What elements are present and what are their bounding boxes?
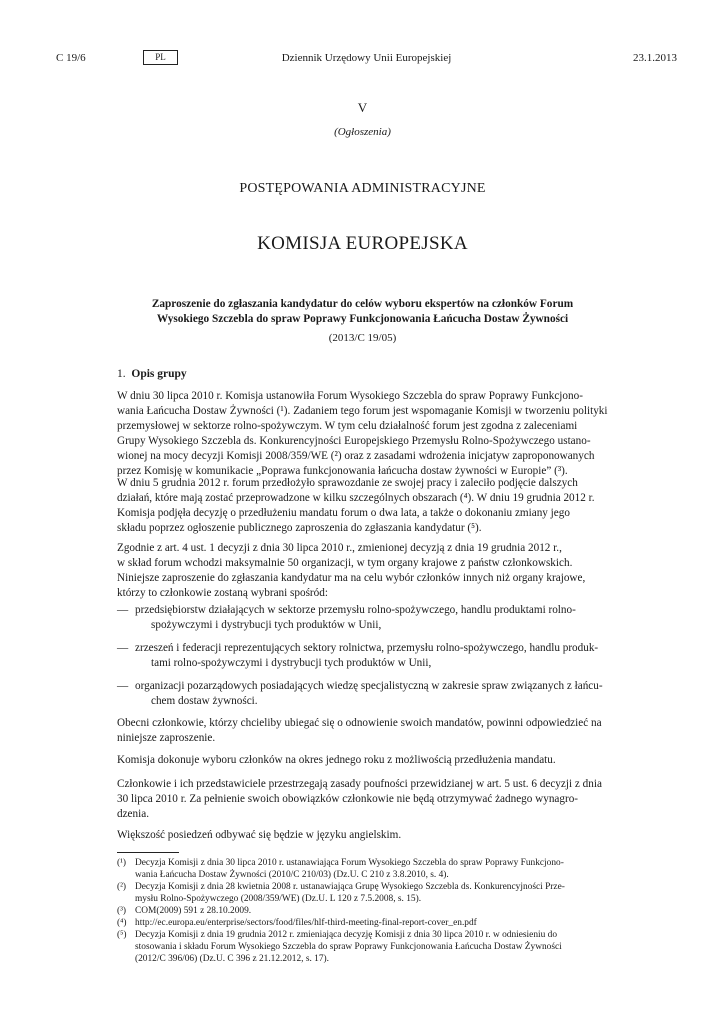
text-line: wania Łańcucha Dostaw Żywności (¹). Zadaniem tego forum jest wspomaganie Komisji w tworzeniu polityki (117, 405, 608, 417)
footnote-link[interactable]: http://ec.europa.eu/enterprise/sectors/food/files/hlf-third-meeting-final-report-cover_en.pdf (135, 918, 477, 928)
text-line: którzy to członkowie zostaną wybrani spośród: (117, 587, 328, 599)
text-line: przemysłowej w sektorze rolno-spożywczym. W tym celu działalność forum jest zgodna z zaleceniami (117, 420, 578, 432)
notice-title-line: Zaproszenie do zgłaszania kandydatur do celów wyboru ekspertów na członków Forum (151, 298, 574, 310)
section-heading (117, 368, 187, 380)
footnote-number: (⁵) (117, 930, 127, 940)
dash-marker: — (117, 604, 129, 616)
text-line: Grupy Wysokiego Szczebla ds. Konkurencyjności Europejskiego Przemysłu Rolno-Spożywczego ustano- (117, 435, 591, 447)
journal-reference: C 19/6 (56, 52, 86, 64)
text-line: chem dostaw żywności. (151, 695, 258, 707)
footnote-line: Decyzja Komisji z dnia 28 kwietnia 2008 r. ustanawiająca Grupę Wysokiego Szczebla ds. Konkurencyjności Prze- (135, 882, 565, 892)
paragraph (117, 541, 617, 601)
footnote-line: COM(2009) 591 z 28.10.2009. (135, 906, 252, 916)
proceedings-heading: POSTĘPOWANIA ADMINISTRACYJNE (239, 181, 486, 196)
footnote-number: (¹) (117, 858, 127, 868)
footnote-number: (³) (117, 906, 127, 916)
institution-heading: KOMISJA EUROPEJSKA (257, 233, 468, 254)
paragraph (117, 828, 617, 843)
text-line: przedsiębiorstw działających w sektorze przemysłu rolno-spożywczego, handlu produktami rolno- (135, 604, 576, 616)
text-line: Komisja podjęła decyzję o przedłużeniu mandatu forum o dwa lata, a także o dokonaniu zmiany jego (117, 507, 570, 519)
paragraph (117, 777, 617, 822)
text-line: niniejsze zaproszenie. (117, 732, 216, 744)
text-line: 30 lipca 2010 r. Za pełnienie swoich obowiązków członkowie nie będą otrzymywać żadnego wynagro- (117, 793, 579, 805)
footnote-number: (²) (117, 882, 127, 892)
paragraph (117, 716, 617, 746)
text-line: przez Komisję w komunikacie „Poprawa funkcjonowania łańcucha dostaw żywności w Europie” (³). (117, 465, 568, 477)
section-subtitle: (Ogłoszenia) (334, 126, 391, 138)
page-header (56, 52, 677, 72)
text-line: dzenia. (117, 808, 149, 820)
notice-title (0, 297, 725, 327)
footnote-number: (⁴) (117, 918, 127, 928)
document-reference: (2013/C 19/05) (328, 332, 397, 344)
footnote-line: wania Łańcucha Dostaw Żywności (2010/C 210/03) (Dz.U. C 210 z 3.8.2010, s. 4). (135, 870, 449, 880)
text-line: wionej na mocy decyzji Komisji 2008/359/WE (²) oraz z zasadami wdrożenia inicjatyw zaproponowanych (117, 450, 595, 462)
footnote-line: Decyzja Komisji z dnia 19 grudnia 2012 r. zmieniająca decyzję Komisji z dnia 30 lipca 2010 r. w odniesieniu do (135, 930, 558, 940)
text-line: spożywczymi i dystrybucji tych produktów w Unii, (151, 619, 382, 631)
paragraph (117, 476, 617, 536)
footnote-line: Decyzja Komisji z dnia 30 lipca 2010 r. ustanawiająca Forum Wysokiego Szczebla do spraw Poprawy Funkcjono- (135, 858, 564, 868)
text-line: tami rolno-spożywczymi i dystrybucji tych produktów w Unii, (151, 657, 432, 669)
section-number: V (357, 100, 368, 115)
footnote-line: (2012/C 396/06) (Dz.U. C 396 z 21.12.2012, s. 17). (135, 954, 329, 964)
section-heading-number: 1. (117, 368, 126, 380)
text-line: zrzeszeń i federacji reprezentujących sektory rolnictwa, przemysłu rolno-spożywczego, handlu produk- (135, 642, 599, 654)
paragraph (117, 389, 617, 479)
text-line: Komisja dokonuje wyboru członków na okres jednego roku z możliwością przedłużenia mandatu. (117, 754, 556, 766)
text-line: Zgodnie z art. 4 ust. 1 decyzji z dnia 30 lipca 2010 r., zmienionej decyzją z dnia 19 grudnia 2012 r., (117, 542, 562, 554)
footnote-line: mysłu Rolno-Spożywczego (2008/359/WE) (Dz.U. L 120 z 7.5.2008, s. 15). (135, 894, 422, 904)
journal-title: Dziennik Urzędowy Unii Europejskiej (281, 52, 452, 64)
publication-date: 23.1.2013 (633, 52, 677, 64)
text-line: działań, które mają zostać przeprowadzone w kilku szczególnych obszarach (⁴). W dniu 19 grudnia 2012 r. (117, 492, 595, 504)
text-line: w skład forum wchodzi maksymalnie 50 organizacji, w tym organy krajowe z państw członkowskich. (117, 557, 573, 569)
section-heading-label: Opis grupy (131, 368, 187, 380)
paragraph (117, 753, 617, 768)
text-line: organizacji pozarządowych posiadających wiedzę specjalistyczną w zakresie spraw związanych z łańcu- (135, 680, 603, 692)
footnote-divider (117, 852, 179, 853)
text-line: składu poprzez ogłoszenie publicznego zaproszenia do zgłaszania kandydatur (⁵). (117, 522, 482, 534)
text-line: W dniu 30 lipca 2010 r. Komisja ustanowiła Forum Wysokiego Szczebla do spraw Poprawy Funkcjono- (117, 390, 583, 402)
language-badge: PL (143, 50, 178, 65)
text-line: Obecni członkowie, którzy chcieliby ubiegać się o odnowienie swoich mandatów, powinni odpowiedzieć na (117, 717, 602, 729)
text-line: W dniu 5 grudnia 2012 r. forum przedłożyło sprawozdanie ze swojej pracy i zaleciło podjęcie dalszych (117, 477, 578, 489)
text-line: Niniejsze zaproszenie do zgłaszania kandydatur ma na celu wybór członków innych niż organy krajowe, (117, 572, 586, 584)
footnote-line: stosowania i składu Forum Wysokiego Szczebla do spraw Poprawy Funkcjonowania Łańcucha Dostaw Żywności (135, 942, 562, 952)
text-line: Członkowie i ich przedstawiciele przestrzegają zasady poufności przewidzianej w art. 5 ust. 6 decyzji z dnia (117, 778, 602, 790)
dash-marker: — (117, 680, 129, 692)
dash-marker: — (117, 642, 129, 654)
text-line: Większość posiedzeń odbywać się będzie w języku angielskim. (117, 829, 402, 841)
notice-title-line: Wysokiego Szczebla do spraw Poprawy Funkcjonowania Łańcucha Dostaw Żywności (156, 313, 569, 325)
